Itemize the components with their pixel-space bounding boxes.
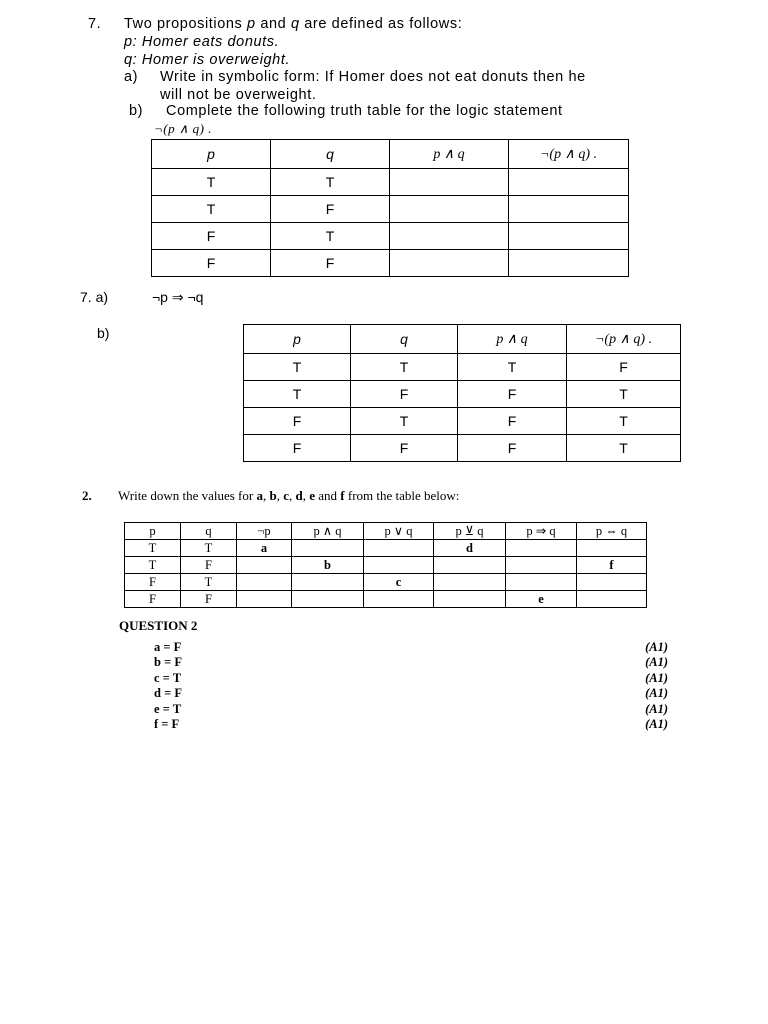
table-row bbox=[152, 250, 629, 277]
mark-label: (A1) bbox=[645, 702, 668, 716]
table-row bbox=[125, 540, 647, 557]
blank-label-cell: e bbox=[506, 591, 577, 608]
table-row bbox=[152, 169, 629, 196]
cell: F bbox=[181, 557, 237, 574]
answer-cell bbox=[390, 250, 509, 277]
blank-label-cell: b bbox=[292, 557, 364, 574]
answer-heading: QUESTION 2 bbox=[119, 618, 198, 633]
blank-label-cell: a bbox=[237, 540, 292, 557]
answer-cell bbox=[509, 223, 629, 250]
header-cell: p ⇒ q bbox=[506, 523, 577, 540]
table-header-row bbox=[125, 523, 647, 540]
header-cell: p ∧ q bbox=[458, 325, 567, 354]
cell: F bbox=[125, 574, 181, 591]
header-cell: p ∧ q bbox=[292, 523, 364, 540]
answer-a-expression: ¬p ⇒ ¬q bbox=[152, 289, 204, 305]
header-cell: q bbox=[351, 325, 458, 354]
cell: F bbox=[458, 435, 567, 462]
question-intro: Two propositions p and q are defined as follows: bbox=[124, 16, 463, 32]
cell: F bbox=[152, 223, 271, 250]
cell bbox=[364, 540, 434, 557]
cell: T bbox=[125, 557, 181, 574]
cell bbox=[434, 574, 506, 591]
mark-label: (A1) bbox=[645, 686, 668, 700]
cell bbox=[292, 540, 364, 557]
cell bbox=[237, 557, 292, 574]
cell: F bbox=[351, 381, 458, 408]
header-cell: p ∨ q bbox=[364, 523, 434, 540]
cell: T bbox=[351, 408, 458, 435]
cell: T bbox=[271, 223, 390, 250]
header-cell: p ⇔ q bbox=[577, 523, 647, 540]
truth-table-q2 bbox=[124, 522, 647, 608]
cell bbox=[506, 540, 577, 557]
part-b-expression: ¬(p ∧ q) . bbox=[154, 121, 212, 136]
cell: T bbox=[351, 354, 458, 381]
blank-label-cell: c bbox=[364, 574, 434, 591]
table-header-row bbox=[244, 325, 681, 354]
answer-item: e = T bbox=[154, 702, 182, 716]
header-cell: p bbox=[152, 140, 271, 169]
definition-p: p: Homer eats donuts. bbox=[124, 34, 280, 50]
answer-cell bbox=[390, 196, 509, 223]
cell bbox=[506, 557, 577, 574]
table-row bbox=[125, 591, 647, 608]
cell: T bbox=[458, 354, 567, 381]
cell: T bbox=[152, 169, 271, 196]
cell: F bbox=[152, 250, 271, 277]
cell bbox=[577, 540, 647, 557]
answer-item: a = F bbox=[154, 640, 182, 654]
truth-table-blank bbox=[151, 139, 629, 277]
cell: T bbox=[244, 354, 351, 381]
cell: F bbox=[181, 591, 237, 608]
answer-item: f = F bbox=[154, 717, 180, 731]
cell: F bbox=[271, 250, 390, 277]
answer-cell bbox=[509, 196, 629, 223]
header-cell: p ∧ q bbox=[390, 140, 509, 169]
cell bbox=[577, 591, 647, 608]
header-cell: ¬p bbox=[237, 523, 292, 540]
cell: T bbox=[244, 381, 351, 408]
header-cell: ¬(p ∧ q) . bbox=[567, 325, 681, 354]
part-a-text-line1: Write in symbolic form: If Homer does not eat donuts then he bbox=[160, 69, 586, 85]
question-number: 7. bbox=[88, 16, 102, 32]
table-row bbox=[244, 435, 681, 462]
cell: T bbox=[567, 435, 681, 462]
blank-label-cell: d bbox=[434, 540, 506, 557]
cell: F bbox=[351, 435, 458, 462]
cell: F bbox=[567, 354, 681, 381]
question-instruction: Write down the values for a, b, c, d, e and f from the table below: bbox=[118, 488, 460, 503]
header-cell: p bbox=[125, 523, 181, 540]
cell bbox=[434, 557, 506, 574]
answer-cell bbox=[509, 250, 629, 277]
part-a-label: a) bbox=[124, 69, 139, 85]
table-row bbox=[244, 408, 681, 435]
cell: F bbox=[244, 408, 351, 435]
cell bbox=[292, 574, 364, 591]
header-cell: p ⊻ q bbox=[434, 523, 506, 540]
table-row bbox=[244, 381, 681, 408]
cell: F bbox=[458, 408, 567, 435]
cell bbox=[237, 574, 292, 591]
header-cell: q bbox=[181, 523, 237, 540]
cell bbox=[364, 591, 434, 608]
cell bbox=[364, 557, 434, 574]
answer-b-label: b) bbox=[97, 325, 110, 341]
cell: T bbox=[181, 574, 237, 591]
answer-a-label: 7. a) bbox=[80, 289, 109, 305]
cell: T bbox=[125, 540, 181, 557]
table-row bbox=[125, 574, 647, 591]
answer-item: b = F bbox=[154, 655, 182, 669]
answer-cell bbox=[509, 169, 629, 196]
answer-item: c = T bbox=[154, 671, 182, 685]
cell: T bbox=[152, 196, 271, 223]
mark-label: (A1) bbox=[645, 655, 668, 669]
truth-table-answer bbox=[243, 324, 681, 462]
table-row bbox=[152, 223, 629, 250]
header-cell: ¬(p ∧ q) . bbox=[509, 140, 629, 169]
cell: F bbox=[125, 591, 181, 608]
table-row bbox=[152, 196, 629, 223]
part-b-label: b) bbox=[129, 103, 144, 119]
answer-cell bbox=[390, 223, 509, 250]
part-a-text-line2: will not be overweight. bbox=[160, 87, 317, 103]
blank-label-cell: f bbox=[577, 557, 647, 574]
cell bbox=[237, 591, 292, 608]
mark-label: (A1) bbox=[645, 671, 668, 685]
table-row bbox=[244, 354, 681, 381]
cell: F bbox=[458, 381, 567, 408]
cell: T bbox=[567, 381, 681, 408]
question-number: 2. bbox=[82, 488, 92, 503]
cell bbox=[434, 591, 506, 608]
cell: T bbox=[567, 408, 681, 435]
cell bbox=[292, 591, 364, 608]
cell: F bbox=[271, 196, 390, 223]
header-cell: q bbox=[271, 140, 390, 169]
header-cell: p bbox=[244, 325, 351, 354]
cell bbox=[577, 574, 647, 591]
cell: F bbox=[244, 435, 351, 462]
mark-label: (A1) bbox=[645, 640, 668, 654]
cell: T bbox=[271, 169, 390, 196]
cell: T bbox=[181, 540, 237, 557]
table-header-row bbox=[152, 140, 629, 169]
answer-item: d = F bbox=[154, 686, 182, 700]
answer-cell bbox=[390, 169, 509, 196]
table-row bbox=[125, 557, 647, 574]
definition-q: q: Homer is overweight. bbox=[124, 52, 291, 68]
cell bbox=[506, 574, 577, 591]
mark-label: (A1) bbox=[645, 717, 668, 731]
part-b-text: Complete the following truth table for the logic statement bbox=[166, 103, 563, 119]
